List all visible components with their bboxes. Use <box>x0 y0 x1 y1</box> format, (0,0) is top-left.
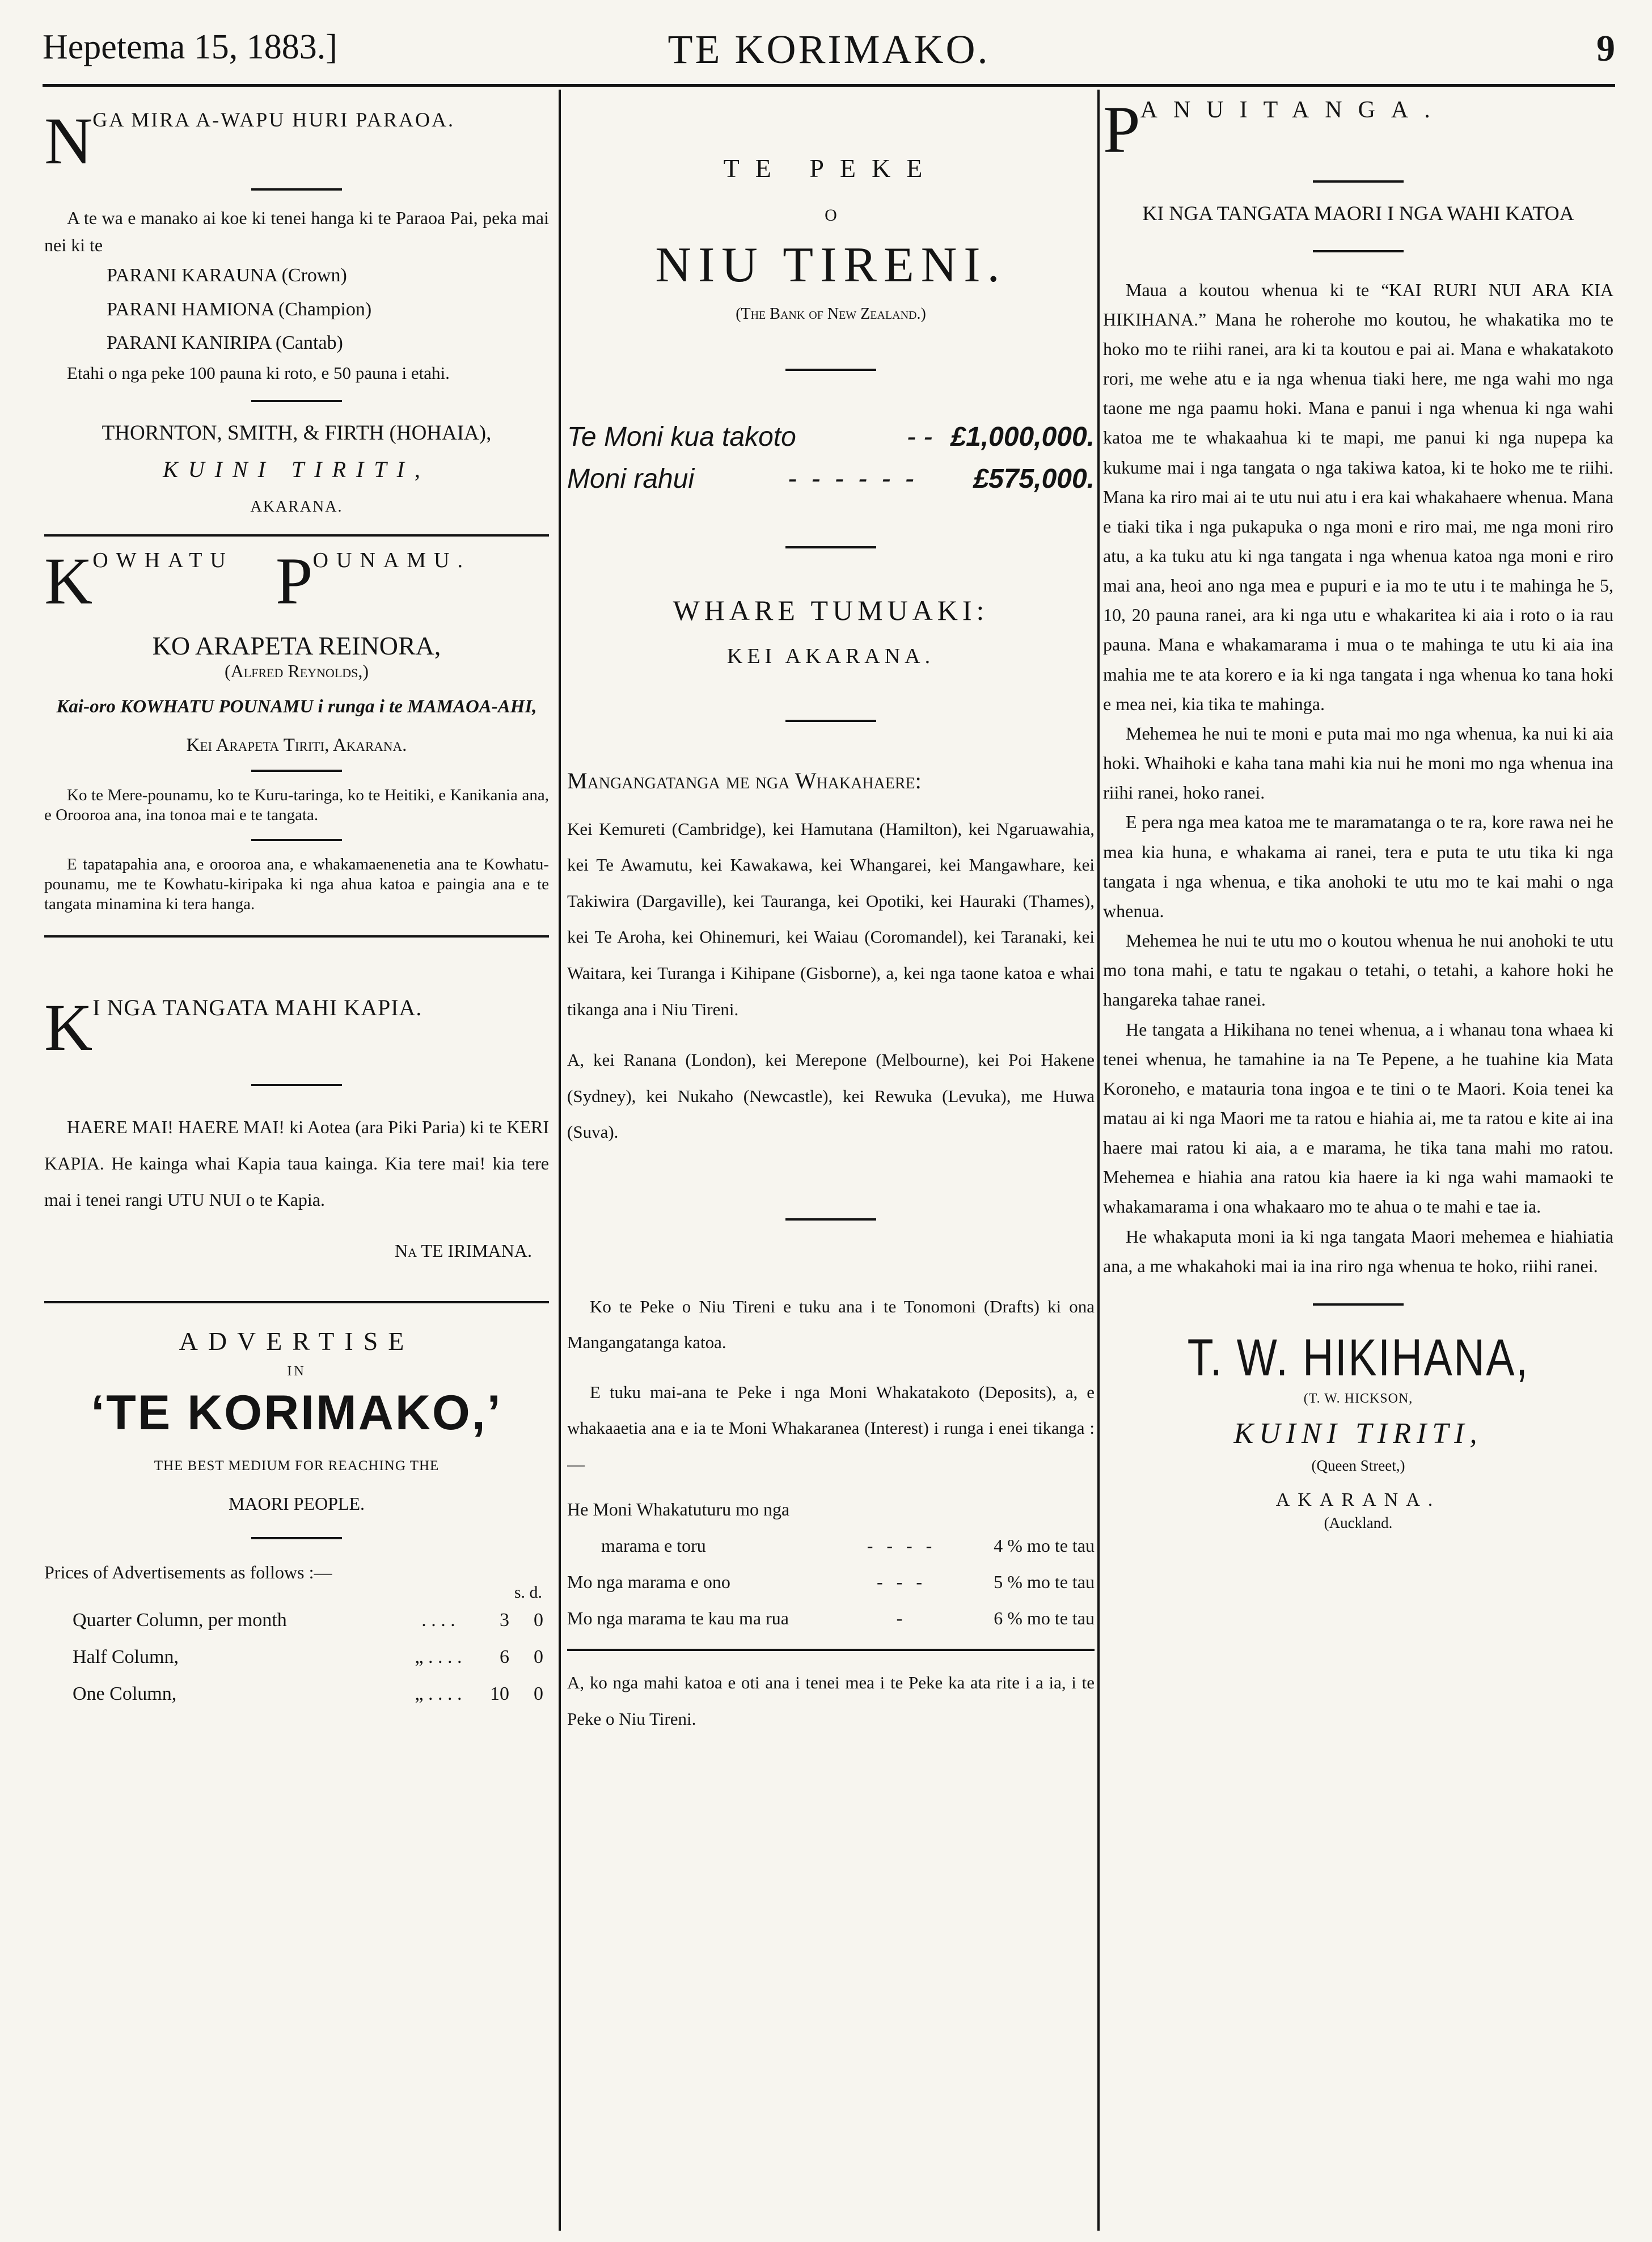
agent-city-english: (Auckland. <box>1324 1514 1393 1531</box>
column-center <box>567 91 1095 2236</box>
rates-intro: He Moni Whakatuturu mo nga <box>567 1499 790 1520</box>
notice-p4: Mehemea he nui te utu mo o koutou whenua he nui anohoki te utu mo tona mahi, e tatu te ngakau o tetahi, o tetahi, a kahore hoki he hangareka tahae ranei. <box>1103 930 1613 1010</box>
gum-body: HAERE MAI! HAERE MAI! ki Aotea (ara Piki Paria) ki te KERI KAPIA. He kainga whai Kapia taua kainga. Kia tere mai! kia tere mai i tenei rangi UTU NUI o te Kapia. <box>44 1117 549 1210</box>
bank-ad <box>567 153 1095 1737</box>
flour-title-initial: N <box>44 104 93 178</box>
divider <box>785 546 876 548</box>
reserve-row <box>567 458 1095 500</box>
divider <box>785 369 876 371</box>
rate-term: Mo nga marama te kau ma rua <box>567 1608 789 1629</box>
agent-name-english: (T. W. HICKSON, <box>1303 1391 1413 1406</box>
rate-row <box>567 1600 1095 1636</box>
capital-row <box>567 416 1095 458</box>
capital-dashes: - - <box>906 422 933 452</box>
notice-title <box>1103 92 1613 167</box>
gum-title-initial: K <box>44 990 93 1065</box>
divider <box>251 1084 342 1086</box>
head-office-place: KEI AKARANA. <box>726 644 935 668</box>
rate-dashes: - <box>896 1608 907 1629</box>
notice-p3: E pera nga mea katoa me te maramatanga o te ra, kore rawa nei he mea kia huna, e whakama ai ranei, tera e puta te utu tika ki nga tangata i nga whenua, e tika anohoki te utu mo te kai mahi o nga whenua. <box>1103 812 1613 921</box>
price-shillings: 10 <box>490 1683 509 1704</box>
flour-note: Etahi o nga peke 100 pauna ki roto, e 50 pauna i etahi. <box>67 362 450 383</box>
price-shillings: 3 <box>500 1610 509 1631</box>
agent-street-english: (Queen Street,) <box>1311 1456 1405 1474</box>
header-date: Hepetema 15, 1883.] <box>43 28 337 66</box>
divider <box>785 720 876 722</box>
greenstone-p1: Ko te Mere-pounamu, ko te Kuru-taringa, ko te Heitiki, e Kanikania ana, e Orooroa ana, ina tonoa mai e te tangata. <box>44 786 549 825</box>
rate-value: 4 % mo te tau <box>994 1535 1095 1556</box>
price-label: Half Column, <box>73 1646 179 1668</box>
price-dots: „ . . . . <box>415 1683 462 1704</box>
gum-title-text: I NGA TANGATA MAHI KAPIA. <box>92 995 422 1021</box>
greenstone-ad <box>44 543 549 914</box>
column-divider-2 <box>1097 90 1100 2231</box>
branches-title: Mangangatanga me nga Whakahaere: <box>567 767 922 793</box>
greenstone-address: Kei Arapeta Tiriti, Akarana. <box>186 735 407 756</box>
column-divider-1 <box>559 90 561 2231</box>
flour-street: KUINI TIRITI, <box>163 456 430 482</box>
price-pence: 0 <box>534 1683 543 1704</box>
advertise-in: IN <box>287 1364 306 1379</box>
price-pence: 0 <box>534 1646 543 1668</box>
flour-firm: THORNTON, SMITH, & FIRTH (HOHAIA), <box>102 421 492 445</box>
greenstone-initial-1: K <box>44 543 93 618</box>
column-right <box>1103 91 1613 2236</box>
flour-intro: A te wa e manako ai koe ki tenei hanga ki te Paraoa Pai, peka mai nei ki te <box>44 208 549 255</box>
deposits-text: E tuku mai-ana te Peke i nga Moni Whakatakoto (Deposits), a, e whakaaetia ana e ia te Moni Whakaranea (Interest) i runga i enei tikanga :— <box>567 1382 1095 1474</box>
price-row <box>44 1602 549 1639</box>
divider <box>251 400 342 402</box>
price-shillings: 6 <box>500 1646 509 1668</box>
section-rule <box>44 1301 549 1303</box>
notice-p1: Maua a koutou whenua ki te “KAI RURI NUI ARA KIA HIKIHANA.” Mana he roherohe mo koutou, he whakatika mo te hoko mo te riihi ranei, ara ki ta koutou e pai ai. Mana e whakatakoto rori, me wehe atu e ia nga whenua tiaki here, me nga wahi mo nga taone me nga paamu hoki. Mana e panui i nga whenua ki nga wahi katoa me te whakaahua ki te mapi, me panui ki nga nupepa ka kukume mai i nga tangata o nga takiwa katoa, ki te hoko me te riihi. Mana ka riro mai ai te utu nui atu i era kai whakahaere whenua. Mana e tiaki tika i nga pukapuka o nga moni e riro mai, me nga moni riro atu, a ka tuku atu ki nga tangata i nga whenua katoa nga moni e riro mai ana, heoi ano nga mea e pupuri e ia mo te utu i te mahinga he 5, 10, 20 pauna ranei, ara ki nga utu e whakaritea ki aia i roto o ia rau pauna. Mana e whakamarama i mua o te mahinga te utu ki aia ina mahia me te ata korero e ia ki nga tangata i nga whenua ko tana hoki e mea nei, kia tika te mahinga. <box>1103 279 1613 714</box>
price-dots: . . . . <box>421 1610 455 1631</box>
divider <box>1313 1303 1404 1306</box>
greenstone-title <box>44 543 549 618</box>
rate-value: 5 % mo te tau <box>994 1572 1095 1593</box>
bank-name-english: (The Bank of New Zealand.) <box>736 305 926 323</box>
bank-closing: A, ko nga mahi katoa e oti ana i tenei mea i te Peke ka ata rite i a ia, i te Peke o Niu Tireni. <box>567 1673 1095 1729</box>
flour-brand: PARANI HAMIONA (Champion) <box>107 298 372 320</box>
gum-signature: Na TE IRIMANA. <box>395 1240 532 1261</box>
divider <box>1313 250 1404 252</box>
advertise-ad <box>44 1326 549 1712</box>
advertise-line: ADVERTISE <box>179 1327 415 1356</box>
bank-name: NIU TIRENI. <box>655 238 1007 293</box>
page-header <box>43 22 1615 87</box>
masthead-title: TE KORIMAKO. <box>667 27 990 72</box>
notice-title-initial: P <box>1103 92 1140 167</box>
flour-place: AKARANA. <box>250 497 343 516</box>
bank-line-1: TE PEKE <box>723 154 939 183</box>
hikihana-notice <box>1103 92 1613 1532</box>
rate-dashes: - - - - <box>867 1535 937 1556</box>
drafts-text: Ko te Peke o Niu Tireni e tuku ana i te Tonomoni (Drafts) ki ona Mangangatanga katoa. <box>567 1296 1095 1353</box>
greenstone-trade: Kai-oro KOWHATU POUNAMU i runga i te MAMAOA-AHI, <box>56 696 537 717</box>
divider <box>251 770 342 772</box>
price-label: One Column, <box>73 1683 177 1704</box>
rate-row <box>567 1527 1095 1564</box>
greenstone-initial-2: P <box>275 543 313 618</box>
notice-title-text: ANUITANGA. <box>1140 97 1446 123</box>
agent-city: AKARANA. <box>1275 1489 1441 1510</box>
notice-subtitle: KI NGA TANGATA MAORI I NGA WAHI KATOA <box>1142 202 1574 225</box>
divider <box>251 188 342 191</box>
section-rule <box>567 1649 1095 1651</box>
greenstone-p2: E tapatapahia ana, e orooroa ana, e whakamaenenetia ana te Kowhatu-pounamu, me te Kowhatu-kiripaka ki nga ahua katoa e paingia ana e te tangata minamina ki tera hanga. <box>44 855 549 913</box>
gum-ad <box>44 990 549 1261</box>
rate-dashes: - - - <box>877 1572 927 1593</box>
greenstone-word-2: OUNAMU. <box>312 548 471 572</box>
flour-brand-list <box>44 259 549 360</box>
notice-p2: Mehemea he nui te moni e puta mai mo nga whenua, ka nui ki aia hoki. Whaihoki e kaha tana mahi kia nui he moni mo nga whenua ina riihi ranei, hoko ranei. <box>1103 723 1613 803</box>
divider <box>251 839 342 841</box>
rate-row <box>567 1564 1095 1600</box>
page-number: 9 <box>1596 28 1615 69</box>
notice-p6: He whakaputa moni ia ki nga tangata Maori mehemea e hiahiatia ana, a me whakahoki mai ia ina riro nga whenua te hoko, riihi ranei. <box>1103 1226 1613 1276</box>
divider <box>1313 180 1404 183</box>
advertise-paper-name: ‘TE KORIMAKO,’ <box>91 1386 502 1441</box>
flour-ad <box>44 104 549 516</box>
section-rule <box>44 534 549 537</box>
agent-street: KUINI TIRITI, <box>1233 1417 1483 1450</box>
reserve-dashes: - - - - - - <box>787 464 918 495</box>
bank-line-2: O <box>825 206 837 225</box>
rate-value: 6 % mo te tau <box>994 1608 1095 1629</box>
gum-ad-title <box>44 990 549 1065</box>
greenstone-carver-name: KO ARAPETA REINORA, <box>152 631 441 660</box>
section-rule <box>44 935 549 938</box>
price-dots: „ . . . . <box>415 1646 462 1668</box>
reserve-value: £575,000. <box>973 464 1095 495</box>
notice-p5: He tangata a Hikihana no tenei whenua, a i whanau tona whaea ki tenei whenua, he tamahine ia na Te Pepene, a he tuahine kia Mata Koroneho, e matauria tona ingoa e te tini o te Maori. Koia tenei ka matau ai ki nga Maori me ta ratou e hiahia ai, me ta ratou e kite ai ina haere mai ratou ki aia, a e marama, he tika tana mahi mo ratou. Mehemea e hiahia ana ratou kia haere ia ki nga wahi mamaoki te whakamarama i ona whakaaro mo te ahua o te mahi e tae ia. <box>1103 1019 1613 1217</box>
prices-intro: Prices of Advertisements as follows :— <box>44 1562 332 1583</box>
reserve-label: Moni rahui <box>567 464 695 495</box>
capital-label: Te Moni kua takoto <box>567 422 796 452</box>
price-row <box>44 1676 549 1713</box>
price-row <box>44 1639 549 1676</box>
flour-brand: PARANI KANIRIPA (Cantab) <box>107 332 343 353</box>
price-label: Quarter Column, per month <box>73 1610 287 1631</box>
greenstone-word-1: OWHATU <box>92 548 234 572</box>
greenstone-carver-name-english: (Alfred Reynolds,) <box>224 660 369 681</box>
advertise-medium: THE BEST MEDIUM FOR REACHING THE <box>154 1458 440 1474</box>
prices-sd-header: s. d. <box>514 1583 542 1602</box>
branches-nz: Kei Kemureti (Cambridge), kei Hamutana (Hamilton), kei Ngaruawahia, kei Te Awamutu, kei Kawakawa, kei Whangarei, kei Mangawhare, kei Takiwira (Dargaville), kei Tauranga, kei Opotiki, kei Hauraki (Thames), kei Te Aroha, kei Ohinemuri, kei Waiau (Coromandel), kei Taranaki, kei Waitara, kei Turanga i Kihipane (Gisborne), a, kei nga taone katoa e whai tikanga ana i Niu Tireni. <box>567 818 1095 1019</box>
capital-value: £1,000,000. <box>950 422 1095 452</box>
price-pence: 0 <box>534 1610 543 1631</box>
rate-term: Mo nga marama e ono <box>567 1572 730 1593</box>
branches-abroad: A, kei Ranana (London), kei Merepone (Melbourne), kei Poi Hakene (Sydney), kei Nukaho (Newcastle), kei Rewuka (Levuka), me Huwa (Suva). <box>567 1050 1095 1142</box>
flour-ad-title <box>44 104 549 178</box>
advertise-people: MAORI PEOPLE. <box>228 1493 365 1514</box>
rate-term: marama e toru <box>601 1535 706 1556</box>
column-left <box>44 91 549 2236</box>
agent-name: T. W. HIKIHANA, <box>1187 1328 1530 1387</box>
divider <box>785 1218 876 1221</box>
head-office-title: WHARE TUMUAKI: <box>673 594 989 626</box>
flour-title-text: GA MIRA A-WAPU HURI PARAOA. <box>92 108 455 131</box>
divider <box>251 1537 342 1539</box>
flour-brand: PARANI KARAUNA (Crown) <box>107 265 347 286</box>
